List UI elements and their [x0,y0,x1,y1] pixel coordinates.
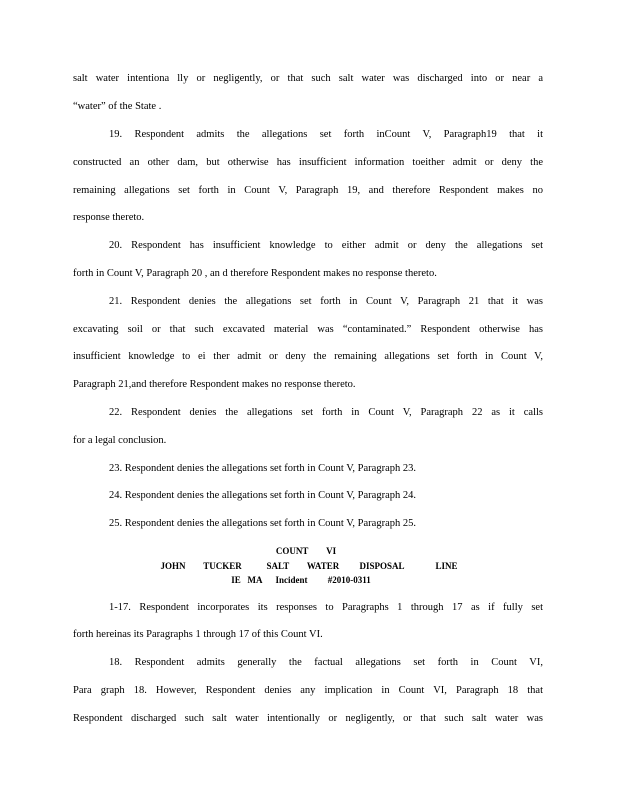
paragraph-20-line: 20. Respondent has insufficient knowledge to either admit or deny the allegations set [109,240,543,251]
text-line: salt water intentiona lly or negligently, or that such salt water was discharged into or near a [73,73,543,84]
paragraph-25-line: 25. Respondent denies the allegations set forth in Count V, Paragraph 25. [109,518,416,529]
section-heading-title: JOHN TUCKER SALT WATER DISPOSAL LINE [160,561,458,571]
text-line: Respondent discharged such salt water intentionally or negligently, or that such salt water was [73,713,543,724]
text-line: remaining allegations set forth in Count V, Paragraph 19, and therefore Respondent makes no [73,185,543,196]
text-line: constructed an other dam, but otherwise has insufficient information toeither admit or deny the [73,157,543,168]
text-line: Para graph 18. However, Respondent denies any implication in Count VI, Paragraph 18 that [73,685,543,696]
text-line: response thereto. [73,212,145,223]
paragraph-24-line: 24. Respondent denies the allegations set forth in Count V, Paragraph 24. [109,490,416,501]
text-line: excavating soil or that such excavated material was “contaminated.” Respondent otherwise has [73,324,543,335]
text-line: “water” of the State . [73,101,162,112]
text-line: forth in Count V, Paragraph 20 , an d therefore Respondent makes no response thereto. [73,268,437,279]
paragraph-23-line: 23. Respondent denies the allegations set forth in Count V, Paragraph 23. [109,463,416,474]
section-heading-count: COUNT VI [275,546,337,556]
text-line: insufficient knowledge to ei ther admit or deny the remaining allegations set forth in Count V, [73,351,543,362]
text-line: Paragraph 21,and therefore Respondent makes no response thereto. [73,379,356,390]
paragraph-22-line: 22. Respondent denies the allegations set forth in Count V, Paragraph 22 as it calls [109,407,543,418]
text-line: for a legal conclusion. [73,435,167,446]
paragraph-19-line: 19. Respondent admits the allegations set forth inCount V, Paragraph19 that it [109,129,543,140]
paragraph-18-line: 18. Respondent admits generally the factual allegations set forth in Count VI, [109,657,543,668]
paragraph-21-line: 21. Respondent denies the allegations set forth in Count V, Paragraph 21 that it was [109,296,543,307]
text-line: forth hereinas its Paragraphs 1 through 17 of this Count VI. [73,629,323,640]
section-heading-incident: IE MA Incident #2010-0311 [231,575,371,585]
paragraph-1-17-line: 1-17. Respondent incorporates its responses to Paragraphs 1 through 17 as if fully set [109,602,543,613]
